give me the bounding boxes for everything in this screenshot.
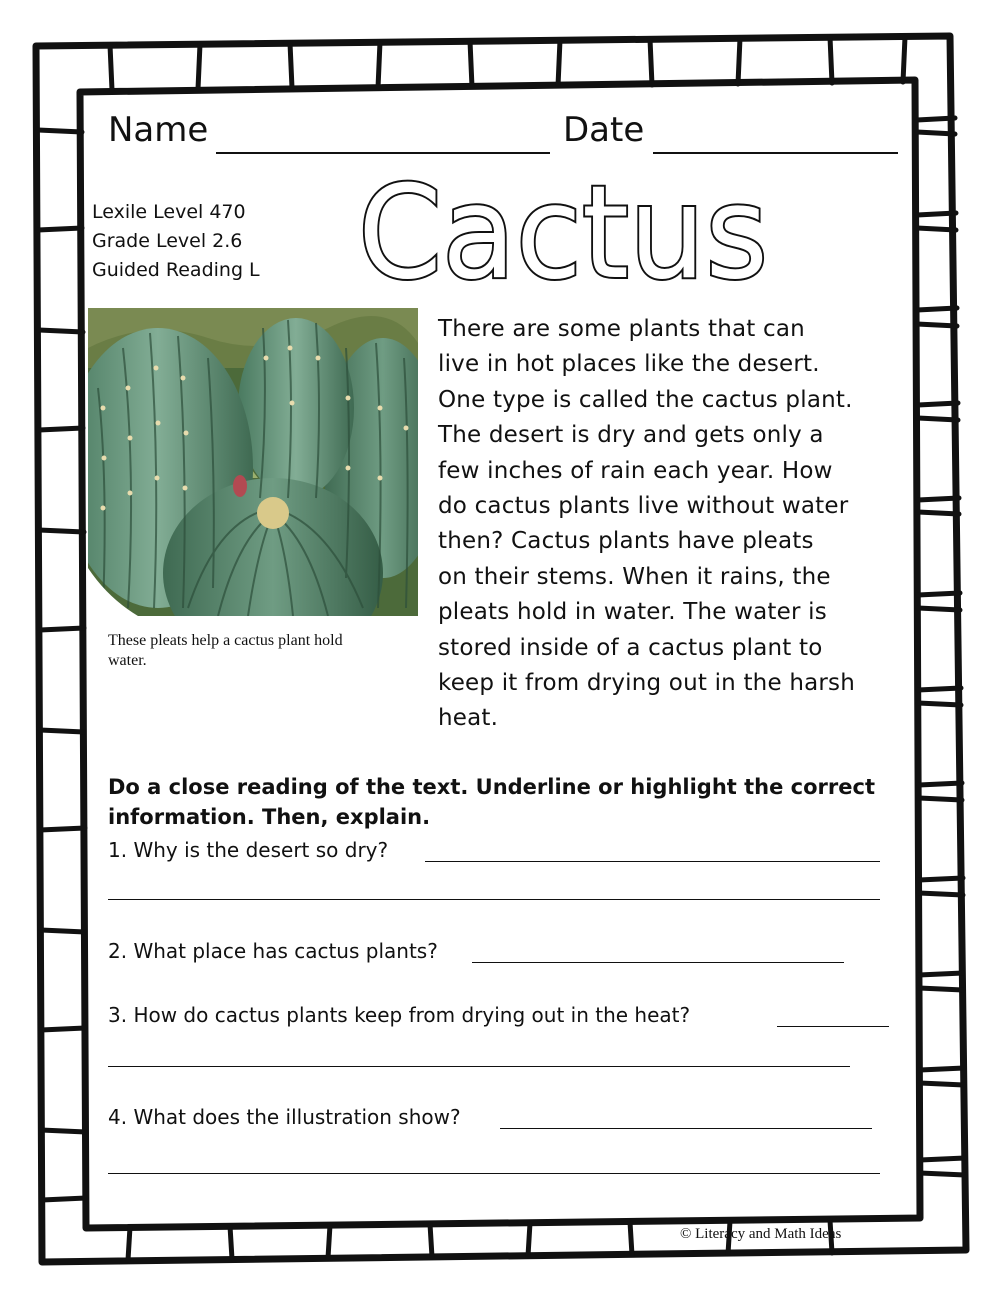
guided-reading-level: Guided Reading L xyxy=(92,259,260,281)
answer-line-1a[interactable] xyxy=(425,861,880,862)
photo-caption xyxy=(108,631,408,671)
page-title xyxy=(350,165,780,295)
passage-line: live in hot places like the desert. xyxy=(438,351,820,378)
instructions-line-2: information. Then, explain. xyxy=(108,805,431,829)
passage-line: do cactus plants live without water xyxy=(438,493,849,520)
name-field[interactable] xyxy=(216,152,550,154)
passage-line: stored inside of a cactus plant to xyxy=(438,634,823,661)
passage-line: on their stems. When it rains, the xyxy=(438,563,831,590)
name-label: Name xyxy=(108,110,209,150)
passage-line: The desert is dry and gets only a xyxy=(438,422,824,449)
passage-line: There are some plants that can xyxy=(438,316,805,342)
grade-level: Grade Level 2.6 xyxy=(92,230,243,252)
answer-line-3b[interactable] xyxy=(108,1066,850,1067)
title-text: Cactus xyxy=(358,165,768,295)
passage-line: keep it from drying out in the harsh xyxy=(438,670,856,697)
question-4: 4. What does the illustration show? xyxy=(108,1105,461,1129)
answer-line-2[interactable] xyxy=(472,962,844,963)
date-label: Date xyxy=(563,110,645,150)
lexile-level: Lexile Level 470 xyxy=(92,201,246,223)
passage-line: few inches of rain each year. How xyxy=(438,457,833,484)
instructions-line-1: Do a close reading of the text. Underline or highlight the correct xyxy=(108,775,875,799)
question-3: 3. How do cactus plants keep from drying out in the heat? xyxy=(108,1003,691,1027)
answer-line-4b[interactable] xyxy=(108,1173,880,1174)
answer-line-3a[interactable] xyxy=(777,1026,889,1027)
passage-line: pleats hold in water. The water is xyxy=(438,599,827,626)
cactus-photo xyxy=(88,308,418,616)
passage-line: One type is called the cactus plant. xyxy=(438,386,853,413)
name-date-header xyxy=(108,110,908,160)
reading-levels xyxy=(92,198,260,285)
question-2: 2. What place has cactus plants? xyxy=(108,939,438,963)
passage-line: then? Cactus plants have pleats xyxy=(438,528,814,555)
answer-line-4a[interactable] xyxy=(500,1128,872,1129)
copyright-notice: © Literacy and Math Ideas xyxy=(680,1226,842,1242)
caption-line-2: water. xyxy=(108,652,147,669)
reading-passage xyxy=(438,312,908,737)
question-1: 1. Why is the desert so dry? xyxy=(108,838,389,862)
answer-line-1b[interactable] xyxy=(108,899,880,900)
passage-line: heat. xyxy=(438,705,499,732)
instructions xyxy=(108,772,888,832)
date-field[interactable] xyxy=(653,152,898,154)
caption-line-1: These pleats help a cactus plant hold xyxy=(108,632,343,649)
